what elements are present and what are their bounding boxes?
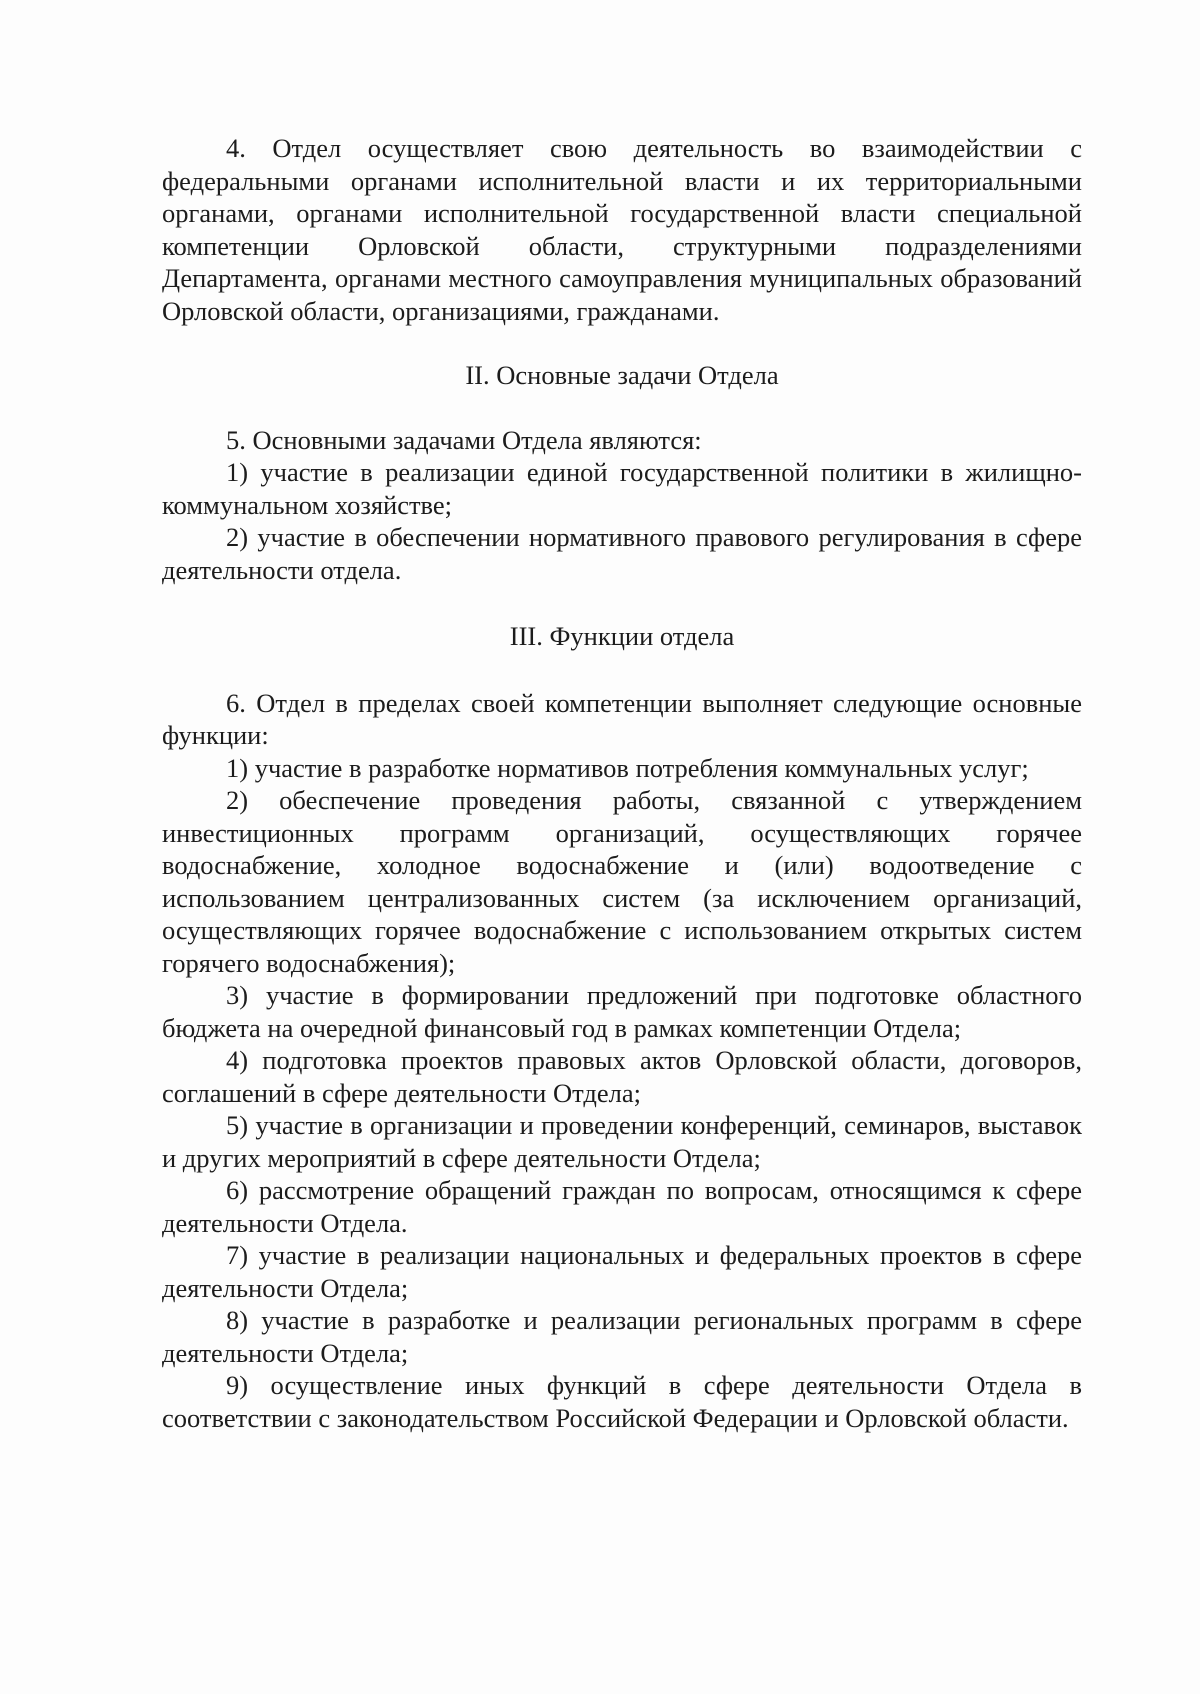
section-3-heading: III. Функции отдела bbox=[509, 621, 735, 651]
function-item-4: 4) подготовка проектов правовых актов Орловской области, договоров, соглашений в сфере деятельности Отдела; bbox=[162, 1045, 1082, 1108]
function-item-8: 8) участие в разработке и реализации региональных программ в сфере деятельности Отдела; bbox=[162, 1305, 1082, 1368]
function-item-5: 5) участие в организации и проведении конференций, семинаров, выставок и других мероприятий в сфере деятельности Отдела; bbox=[162, 1110, 1082, 1173]
function-item-1: 1) участие в разработке нормативов потребления коммунальных услуг; bbox=[226, 752, 1029, 783]
paragraph-4: 4. Отдел осуществляет свою деятельность во взаимодействии с федеральными органами исполнительной власти и их территориальными органами, органами исполнительной государственной власти специальной компетенции Орловской области, структурными подразделениями Департамента, органами местного самоуправления муниципальных образований Орловской области, организациями, гражданами. bbox=[162, 133, 1082, 326]
function-item-2: 2) обеспечение проведения работы, связанной с утверждением инвестиционных программ организаций, осуществляющих горячее водоснабжение, холодное водоснабжение и (или) водоотведение с использованием централизованных систем (за исключением организаций, осуществляющих горячее водоснабжение с использованием открытых систем горячего водоснабжения); bbox=[162, 785, 1082, 978]
function-item-3: 3) участие в формировании предложений при подготовке областного бюджета на очередной финансовый год в рамках компетенции Отдела; bbox=[162, 980, 1082, 1043]
paragraph-6: 6. Отдел в пределах своей компетенции выполняет следующие основные функции: bbox=[162, 687, 1082, 750]
paragraph-5: 5. Основными задачами Отдела являются: bbox=[226, 424, 702, 455]
function-item-9: 9) осуществление иных функций в сфере деятельности Отдела в соответствии с законодательством Российской Федерации и Орловской области. bbox=[162, 1370, 1082, 1433]
task-item-1: 1) участие в реализации единой государственной политики в жилищно-коммунальном хозяйстве; bbox=[162, 457, 1082, 520]
function-item-6: 6) рассмотрение обращений граждан по вопросам, относящимся к сфере деятельности Отдела. bbox=[162, 1175, 1082, 1238]
task-item-2: 2) участие в обеспечении нормативного правового регулирования в сфере деятельности отдела. bbox=[162, 522, 1082, 585]
section-2-heading: II. Основные задачи Отдела bbox=[465, 360, 779, 390]
function-item-7: 7) участие в реализации национальных и федеральных проектов в сфере деятельности Отдела; bbox=[162, 1240, 1082, 1303]
document-body bbox=[162, 132, 1082, 1434]
